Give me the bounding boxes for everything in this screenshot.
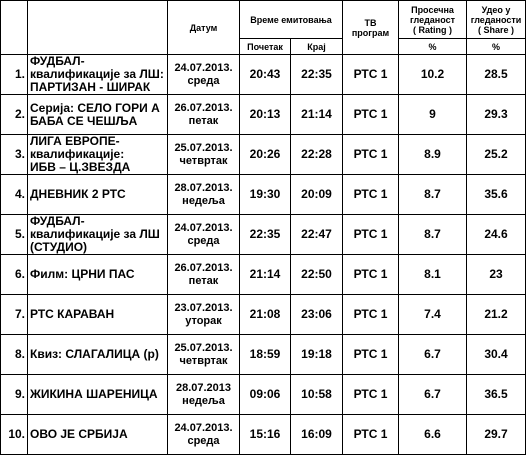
channel-cell: РТС 1	[343, 215, 399, 255]
date-value: 26.07.2013.	[174, 261, 233, 274]
title-line: ДНЕВНИК 2 РТС	[30, 187, 126, 201]
share-cell: 25.2	[467, 135, 526, 175]
rating-cell: 8.9	[399, 135, 467, 175]
share-cell: 21.2	[467, 295, 526, 335]
title-line: ИБВ – Ц.ЗВЕЗДА	[30, 160, 131, 174]
share-cell: 29.7	[467, 415, 526, 455]
title-line: Квиз: СЛАГАЛИЦА (р)	[30, 347, 159, 361]
table-row	[1, 255, 526, 295]
date-value: 25.07.2013.	[174, 341, 233, 354]
end-cell: 16:09	[291, 415, 343, 455]
rating-cell: 9	[399, 95, 467, 135]
start-cell: 20:26	[240, 135, 291, 175]
table-row	[1, 55, 526, 95]
title-cell	[28, 135, 168, 175]
start-cell: 22:35	[240, 215, 291, 255]
title-cell	[28, 55, 168, 95]
start-cell: 09:06	[240, 375, 291, 415]
title-line: Серија: СЕЛО ГОРИ А	[30, 100, 160, 115]
title-line: ФУДБАЛ-	[30, 214, 85, 228]
end-cell: 22:28	[291, 135, 343, 175]
start-cell: 21:14	[240, 255, 291, 295]
weekday-value: петак	[188, 114, 219, 127]
channel-cell: РТС 1	[343, 135, 399, 175]
date-cell	[168, 55, 240, 95]
title-cell	[28, 415, 168, 455]
start-cell: 21:08	[240, 295, 291, 335]
date-value: 24.07.2013.	[174, 221, 233, 234]
air-time-header: Време емитовања	[240, 1, 343, 39]
title-line: (СТУДИО)	[30, 240, 88, 254]
end-cell: 22:50	[291, 255, 343, 295]
weekday-value: недеља	[182, 394, 225, 407]
weekday-value: среда	[187, 74, 220, 87]
date-header: Датум	[168, 1, 240, 55]
rating-cell: 10.2	[399, 55, 467, 95]
avg-rating-header	[399, 1, 467, 39]
table-body	[1, 55, 526, 455]
share-cell: 24.6	[467, 215, 526, 255]
title-line: Филм: ЦРНИ ПАС	[30, 267, 135, 281]
title-line: квалификације:	[30, 147, 125, 161]
date-cell	[168, 255, 240, 295]
rank-cell: 10.	[1, 415, 28, 455]
date-value: 25.07.2013.	[174, 141, 233, 154]
channel-cell: РТС 1	[343, 375, 399, 415]
table-row	[1, 415, 526, 455]
channel-cell: РТС 1	[343, 335, 399, 375]
date-value: 24.07.2013.	[174, 61, 233, 74]
table-row	[1, 375, 526, 415]
rank-cell: 4.	[1, 175, 28, 215]
end-cell: 22:47	[291, 215, 343, 255]
rating-percent-header: %	[399, 39, 467, 55]
table-row	[1, 135, 526, 175]
avg-rating-header-line2: гледаност	[409, 14, 456, 25]
rank-cell: 1.	[1, 55, 28, 95]
title-cell	[28, 175, 168, 215]
title-line: ОВО ЈЕ СРБИЈА	[30, 427, 128, 441]
weekday-value: недеља	[182, 194, 225, 207]
rank-cell: 7.	[1, 295, 28, 335]
rating-cell: 6.7	[399, 335, 467, 375]
end-cell: 20:09	[291, 175, 343, 215]
date-cell	[168, 95, 240, 135]
end-cell: 10:58	[291, 375, 343, 415]
end-cell: 23:06	[291, 295, 343, 335]
start-cell: 18:59	[240, 335, 291, 375]
table-row	[1, 215, 526, 255]
date-cell	[168, 295, 240, 335]
weekday-value: четвртак	[179, 354, 228, 367]
date-cell	[168, 175, 240, 215]
share-header-line3: ( Share )	[477, 24, 514, 35]
rating-cell: 8.1	[399, 255, 467, 295]
share-header-line1: Удео у	[481, 4, 511, 15]
date-value: 28.07.2013.	[174, 181, 233, 194]
rating-cell: 8.7	[399, 175, 467, 215]
share-header-line2: гледаности	[470, 14, 522, 25]
title-line: квалификације за ЛШ:	[30, 67, 164, 81]
rating-cell: 8.7	[399, 215, 467, 255]
rank-cell: 6.	[1, 255, 28, 295]
date-cell	[168, 335, 240, 375]
table-row	[1, 175, 526, 215]
date-cell	[168, 375, 240, 415]
start-cell: 19:30	[240, 175, 291, 215]
title-header	[28, 1, 168, 55]
end-cell: 21:14	[291, 95, 343, 135]
rating-cell: 7.4	[399, 295, 467, 335]
rank-cell: 3.	[1, 135, 28, 175]
share-cell: 29.3	[467, 95, 526, 135]
table-row	[1, 95, 526, 135]
weekday-value: уторак	[185, 314, 222, 327]
title-cell	[28, 215, 168, 255]
title-line: ЛИГА ЕВРОПЕ-	[30, 134, 120, 148]
table-row	[1, 335, 526, 375]
tv-program-header: ТВ програм	[343, 1, 399, 55]
weekday-value: петак	[188, 274, 219, 287]
date-value: 26.07.2013.	[174, 101, 233, 114]
start-cell: 20:43	[240, 55, 291, 95]
date-cell	[168, 415, 240, 455]
rating-cell: 6.7	[399, 375, 467, 415]
share-cell: 35.6	[467, 175, 526, 215]
rank-cell: 2.	[1, 95, 28, 135]
channel-cell: РТС 1	[343, 95, 399, 135]
date-cell	[168, 215, 240, 255]
header-row-top	[1, 1, 526, 39]
title-cell	[28, 295, 168, 335]
share-cell: 23	[467, 255, 526, 295]
weekday-value: четвртак	[179, 154, 228, 167]
rank-cell: 5.	[1, 215, 28, 255]
weekday-value: среда	[187, 434, 220, 447]
channel-cell: РТС 1	[343, 255, 399, 295]
channel-cell: РТС 1	[343, 295, 399, 335]
title-cell	[28, 255, 168, 295]
title-cell	[28, 375, 168, 415]
end-cell: 19:18	[291, 335, 343, 375]
date-cell	[168, 135, 240, 175]
avg-rating-header-line1: Просечна	[411, 4, 454, 15]
share-cell: 30.4	[467, 335, 526, 375]
share-percent-header: %	[467, 39, 526, 55]
share-cell: 36.5	[467, 375, 526, 415]
title-cell	[28, 95, 168, 135]
title-line: ПАРТИЗАН - ШИРАК	[30, 80, 151, 94]
share-cell: 28.5	[467, 55, 526, 95]
date-value: 28.07.2013	[175, 381, 232, 394]
channel-cell: РТС 1	[343, 55, 399, 95]
start-cell: 20:13	[240, 95, 291, 135]
date-value: 23.07.2013.	[174, 301, 233, 314]
rank-cell: 9.	[1, 375, 28, 415]
end-cell: 22:35	[291, 55, 343, 95]
weekday-value: среда	[187, 234, 220, 247]
title-line: ФУДБАЛ-	[30, 54, 85, 68]
channel-cell: РТС 1	[343, 415, 399, 455]
rank-header	[1, 1, 28, 55]
title-cell	[28, 335, 168, 375]
channel-cell: РТС 1	[343, 175, 399, 215]
title-line: квалификације за ЛШ	[30, 227, 160, 241]
start-cell: 15:16	[240, 415, 291, 455]
start-header: Почетак	[240, 39, 291, 55]
rank-cell: 8.	[1, 335, 28, 375]
title-line: БАБА СЕ ЧЕШЉА	[30, 113, 138, 128]
title-line: ЖИКИНА ШАРЕНИЦА	[30, 387, 158, 401]
title-line: РТС КАРАВАН	[30, 307, 115, 321]
end-header: Крај	[291, 39, 343, 55]
rating-cell: 6.6	[399, 415, 467, 455]
table-row	[1, 295, 526, 335]
date-value: 24.07.2013.	[174, 421, 233, 434]
share-header	[467, 1, 526, 39]
avg-rating-header-line3: ( Rating )	[413, 24, 452, 35]
